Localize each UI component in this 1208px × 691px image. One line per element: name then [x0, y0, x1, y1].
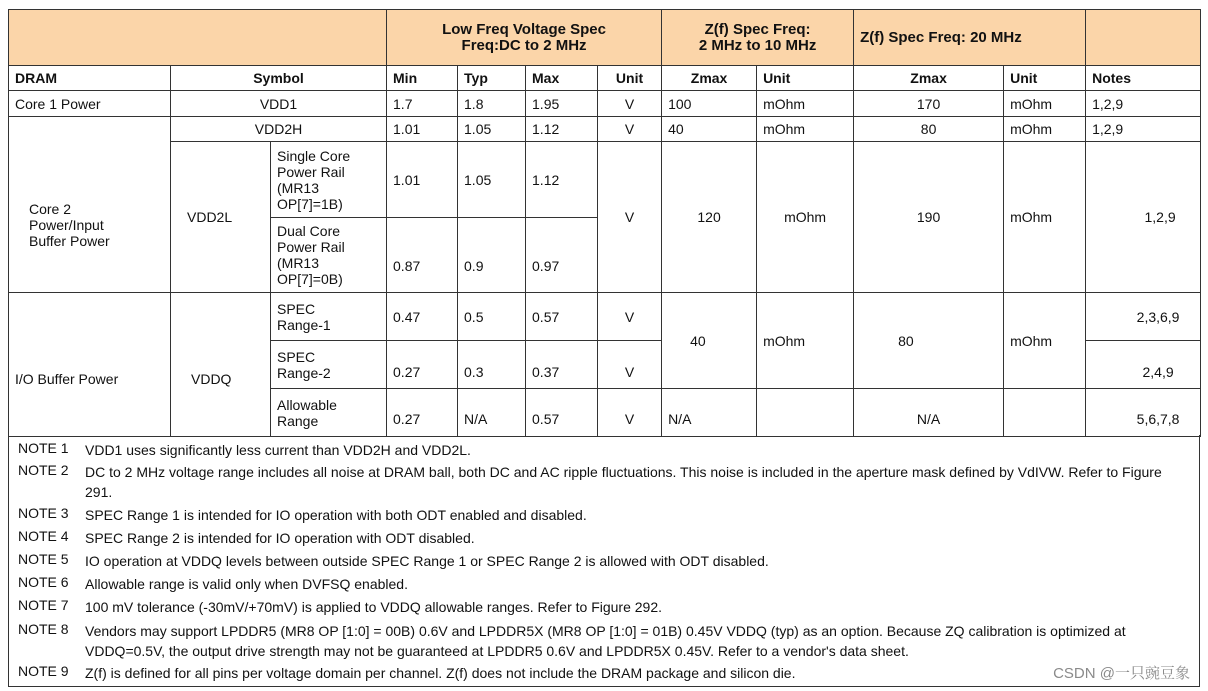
note-text: Z(f) is defined for all pins per voltage domain per channel. Z(f) does not include the DRAM package and silicon die. — [85, 665, 796, 681]
vdd2l-dual-min: 0.87 — [387, 218, 458, 293]
vddq-allow-zmax-mid: N/A — [662, 389, 757, 437]
vddq-spec2-sub: SPEC Range-2 — [271, 341, 387, 389]
group-header-row — [9, 10, 1201, 66]
note-label: NOTE 1 — [18, 440, 69, 456]
vdd2l-notes: 1,2,9 — [1086, 142, 1201, 293]
vddq-spec-unit-mid: mOhm — [757, 293, 854, 389]
col-unit: Unit — [598, 66, 662, 91]
vddq-allow-typ: N/A — [458, 389, 526, 437]
core1-max: 1.95 — [526, 91, 598, 117]
col-typ: Typ — [458, 66, 526, 91]
row-vdd2l-single — [9, 142, 1201, 218]
vdd2l-zmax-high: 190 — [854, 142, 1004, 293]
vddq-spec1-typ: 0.5 — [458, 293, 526, 341]
core1-unit: V — [598, 91, 662, 117]
note-label: NOTE 9 — [18, 663, 69, 679]
vdd2l-symbol: VDD2L — [171, 142, 271, 293]
note-text: Allowable range is valid only when DVFSQ enabled. — [85, 576, 408, 592]
note-text: SPEC Range 2 is intended for IO operation with ODT disabled. — [85, 530, 475, 546]
vddq-spec1-min: 0.47 — [387, 293, 458, 341]
notes-section — [8, 435, 1200, 687]
col-symbol: Symbol — [171, 66, 387, 91]
core1-typ: 1.8 — [458, 91, 526, 117]
vddq-allow-sub: Allowable Range — [271, 389, 387, 437]
note-text: VDD1 uses significantly less current than VDD2H and VDD2L. — [85, 442, 471, 458]
row-vddq-spec1 — [9, 293, 1201, 341]
note-label: NOTE 8 — [18, 621, 69, 637]
col-zmax-high: Zmax — [854, 66, 1004, 91]
csdn-watermark: CSDN @一只豌豆象 — [1053, 665, 1190, 682]
core1-symbol: VDD1 — [171, 91, 387, 117]
note-label: NOTE 4 — [18, 528, 69, 544]
vdd2l-single-max: 1.12 — [526, 142, 598, 218]
vdd2l-unit-mid: mOhm — [757, 142, 854, 293]
vddq-spec2-unit: V — [598, 341, 662, 389]
note-label: NOTE 6 — [18, 574, 69, 590]
vddq-allow-max: 0.57 — [526, 389, 598, 437]
note-label: NOTE 7 — [18, 597, 69, 613]
col-unit-mid: Unit — [757, 66, 854, 91]
vddq-spec2-typ: 0.3 — [458, 341, 526, 389]
note-label: NOTE 2 — [18, 462, 69, 478]
vddq-allow-notes: 5,6,7,8 — [1086, 389, 1201, 437]
header-blank-notes — [1086, 10, 1201, 66]
note-text: SPEC Range 1 is intended for IO operation with both ODT enabled and disabled. — [85, 507, 587, 523]
core1-notes: 1,2,9 — [1086, 91, 1201, 117]
vddq-allow-unit-mid — [757, 389, 854, 437]
low-freq-voltage-spec-header: Low Freq Voltage Spec Freq:DC to 2 MHz — [387, 10, 662, 66]
core1-min: 1.7 — [387, 91, 458, 117]
zf-mid-freq-header: Z(f) Spec Freq: 2 MHz to 10 MHz — [662, 10, 854, 66]
zf-high-freq-header: Z(f) Spec Freq: 20 MHz — [854, 10, 1086, 66]
vddq-spec1-sub: SPEC Range-1 — [271, 293, 387, 341]
vdd2l-single-typ: 1.05 — [458, 142, 526, 218]
vdd2l-unit: V — [598, 142, 662, 293]
vddq-spec1-max: 0.57 — [526, 293, 598, 341]
core1-unit-high: mOhm — [1004, 91, 1086, 117]
vddq-allow-unit-high — [1004, 389, 1086, 437]
vdd2h-zmax-mid: 40 — [662, 117, 757, 142]
vddq-spec-zmax-high: 80 — [854, 293, 1004, 389]
vddq-spec1-unit: V — [598, 293, 662, 341]
vddq-allow-zmax-high: N/A — [854, 389, 1004, 437]
vddq-allow-unit: V — [598, 389, 662, 437]
vdd2h-notes: 1,2,9 — [1086, 117, 1201, 142]
vdd2h-unit: V — [598, 117, 662, 142]
vddq-spec-zmax-mid: 40 — [662, 293, 757, 389]
row-core1 — [9, 91, 1201, 117]
power-spec-table — [8, 9, 1201, 437]
core1-dram: Core 1 Power — [9, 91, 171, 117]
io-symbol: VDDQ — [171, 293, 271, 437]
vdd2h-max: 1.12 — [526, 117, 598, 142]
col-zmax-mid: Zmax — [662, 66, 757, 91]
core1-zmax-high: 170 — [854, 91, 1004, 117]
core1-unit-mid: mOhm — [757, 91, 854, 117]
note-label: NOTE 3 — [18, 505, 69, 521]
vdd2l-dual-sub: Dual Core Power Rail (MR13 OP[7]=0B) — [271, 218, 387, 293]
col-max: Max — [526, 66, 598, 91]
col-dram: DRAM — [9, 66, 171, 91]
column-header-row — [9, 66, 1201, 91]
vddq-spec1-notes: 2,3,6,9 — [1086, 293, 1201, 341]
row-vdd2h — [9, 117, 1201, 142]
vdd2h-unit-high: mOhm — [1004, 117, 1086, 142]
col-notes: Notes — [1086, 66, 1201, 91]
note-label: NOTE 5 — [18, 551, 69, 567]
vddq-spec2-min: 0.27 — [387, 341, 458, 389]
vdd2h-typ: 1.05 — [458, 117, 526, 142]
note-text: DC to 2 MHz voltage range includes all noise at DRAM ball, both DC and AC ripple fluctuations. This noise is included in the aperture mask defined by VdIVW. Refer to Figure 291. — [85, 464, 1162, 500]
note-text: IO operation at VDDQ levels between outside SPEC Range 1 or SPEC Range 2 is allowed with ODT disabled. — [85, 553, 769, 569]
vdd2l-dual-max: 0.97 — [526, 218, 598, 293]
vdd2l-single-sub: Single Core Power Rail (MR13 OP[7]=1B) — [271, 142, 387, 218]
vdd2h-unit-mid: mOhm — [757, 117, 854, 142]
core1-zmax-mid: 100 — [662, 91, 757, 117]
vdd2h-symbol: VDD2H — [171, 117, 387, 142]
vdd2l-dual-typ: 0.9 — [458, 218, 526, 293]
vdd2h-zmax-high: 80 — [854, 117, 1004, 142]
vdd2l-single-min: 1.01 — [387, 142, 458, 218]
col-min: Min — [387, 66, 458, 91]
header-blank — [9, 10, 387, 66]
core2-dram: Core 2 Power/Input Buffer Power — [9, 117, 171, 293]
col-unit-high: Unit — [1004, 66, 1086, 91]
vdd2l-zmax-mid: 120 — [662, 142, 757, 293]
io-dram: I/O Buffer Power — [9, 293, 171, 437]
note-text: Vendors may support LPDDR5 (MR8 OP [1:0] = 00B) 0.6V and LPDDR5X (MR8 OP [1:0] = 01B) 0.45V VDDQ (typ) as an option. Because ZQ calibration is optimized at VDDQ=0.5V, the output drive strength may not be guaranteed at LPDDR5 0.6V and LPDDR5X 0.45V. Refer to a vendor's data sheet. — [85, 623, 1126, 659]
vdd2h-min: 1.01 — [387, 117, 458, 142]
vddq-spec2-notes: 2,4,9 — [1086, 341, 1201, 389]
vddq-spec2-max: 0.37 — [526, 341, 598, 389]
note-text: 100 mV tolerance (-30mV/+70mV) is applied to VDDQ allowable ranges. Refer to Figure 292. — [85, 599, 663, 615]
vddq-allow-min: 0.27 — [387, 389, 458, 437]
vdd2l-unit-high: mOhm — [1004, 142, 1086, 293]
vddq-spec-unit-high: mOhm — [1004, 293, 1086, 389]
